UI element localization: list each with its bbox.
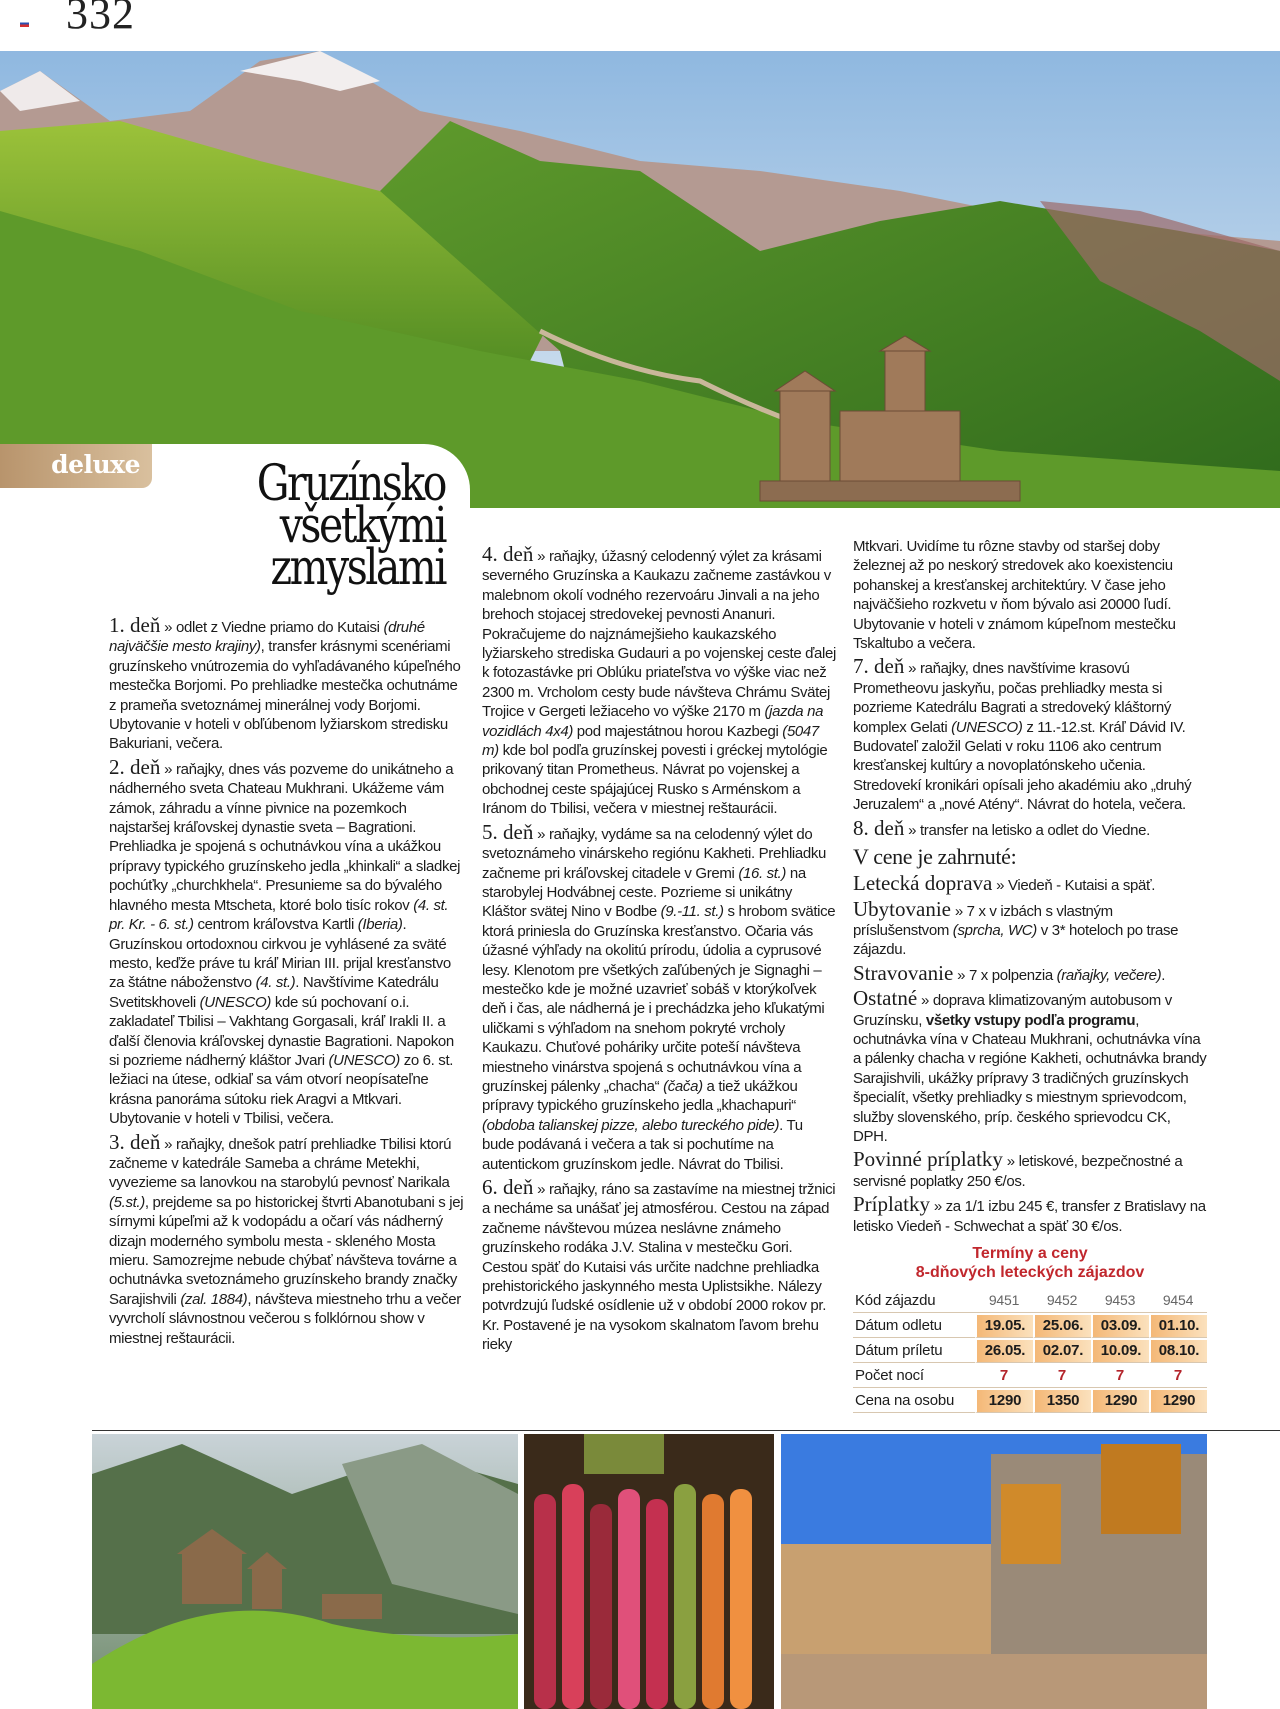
table-cell: 7 xyxy=(1149,1365,1207,1388)
arrow: » xyxy=(164,1135,173,1153)
arrow: » xyxy=(954,902,963,920)
text-segment: (16. st.) xyxy=(738,864,787,882)
day-label: 2. deň xyxy=(109,754,161,779)
photo-gergeti-church xyxy=(92,1434,518,1709)
text-segment: . Navštívime Katedrálu Svetitskhoveli xyxy=(109,974,439,1011)
text-segment: raňajky, úžasný celodenný výlet za krásami severného Gruzínska a Kaukazu začneme zastávkou v malebnom okolí vodného rezervoáru Jinvali a na jeho brehoch stojacej stredovekej pevnosti Ananuri. Pokračujeme do najznámejšieho kaukazského lyžiarskeho strediska Gudauri a po vojenskej ceste ďalej k fotozastávke pri Oblúku priateľstva vo výške viac než 2300 m. Vrcholom cesty bude návšteva Chrámu Svätej Trojice v Gergeti ležiaceho vo výške 2170 m xyxy=(482,548,836,721)
day-6 xyxy=(482,1175,836,1355)
text-segment: (raňajky, večere) xyxy=(1056,966,1162,984)
itinerary-column-1 xyxy=(109,613,465,1352)
arrow: » xyxy=(537,548,546,565)
text-segment: (4. st.) xyxy=(255,974,296,992)
included-item xyxy=(853,960,1207,985)
included-label: Príplatky xyxy=(853,1192,930,1217)
table-row xyxy=(853,1340,1207,1363)
paragraph-text xyxy=(482,1181,835,1353)
day-label: 8. deň xyxy=(853,815,905,840)
text-segment: na starobylej Hodvábnej ceste. Pozrieme si unikátny Kláštor svätej Nino v Bodbe xyxy=(482,864,806,921)
arrow: » xyxy=(933,1198,942,1216)
text-segment: pod majestátnou horou Kazbegi xyxy=(572,722,783,740)
title-line: všetkými xyxy=(279,496,445,554)
text-segment: raňajky, vydáme sa na celodenný výlet do svetoznámeho vinárskeho regiónu Kakheti. Prehliadku začneme pri kráľovskej citadele v Gremi xyxy=(482,825,827,882)
day-label: 5. deň xyxy=(482,819,534,844)
table-cell: 08.10. xyxy=(1149,1340,1207,1363)
text-segment: za 1/1 izbu 245 €, transfer z Bratislavy na letisko Viedeň - Schwechat a späť 30 €/os. xyxy=(853,1198,1206,1235)
included-item xyxy=(853,871,1207,896)
day-5 xyxy=(482,819,836,1174)
table-cell: 9452 xyxy=(1033,1290,1091,1313)
arrow: » xyxy=(164,619,173,636)
divider xyxy=(92,1430,1280,1431)
table-cell: 1290 xyxy=(1091,1390,1149,1413)
day-label: 3. deň xyxy=(109,1129,161,1154)
table-row xyxy=(853,1390,1207,1413)
deluxe-badge: deluxe xyxy=(0,444,152,488)
day-3 xyxy=(109,1129,465,1348)
prices-title xyxy=(853,1244,1207,1282)
paragraph-text xyxy=(969,967,1165,984)
table-cell: 7 xyxy=(1091,1365,1149,1388)
text-segment: (Iberia) xyxy=(357,916,403,934)
text-segment: transfer na letisko a odlet do Viedne. xyxy=(919,821,1150,839)
text-segment: , ochutnávka vína v Chateau Mukhrani, ochutnávka vína a pálenky chacha v regióne Kakheti, ochutnávka brandy Sarajishvili, ukážky prípravy 3 tradičných gruzínskych špecialít, všetky prehliadky s miestnym sprievodcom, služby slovenského, príp. českého sprievodcu CK, DPH. xyxy=(853,1011,1207,1145)
text-segment: . Gruzínskou ortodoxnou cirkvou je vyhlásené za sväté mesto, keďže práve tu kráľ Mirian III. prijal kresťanstvo za štátne náboženstvo xyxy=(109,916,451,992)
prices-title-line: 8-dňových leteckých zájazdov xyxy=(915,1264,1145,1281)
day-label: 4. deň xyxy=(482,542,534,566)
day-7 xyxy=(853,654,1207,814)
included-list xyxy=(853,871,1207,1236)
prices-table xyxy=(853,1288,1207,1415)
text-segment: doprava klimatizovaným autobusom v Gruzínsku, xyxy=(853,992,1172,1029)
text-segment: (4. st. pr. Kr. - 6. st.) xyxy=(109,896,449,934)
table-cell: 03.09. xyxy=(1091,1315,1149,1338)
row-label: Dátum príletu xyxy=(853,1340,975,1363)
day-label: 1. deň xyxy=(109,613,161,637)
paragraph-text xyxy=(853,992,1206,1145)
arrow: » xyxy=(164,760,173,778)
table-row xyxy=(853,1290,1207,1313)
text-segment: , návšteva miestneho trhu a večer vyvrcholí slávnostnou večerou s folklórnou show v miestnej reštaurácii. xyxy=(109,1290,461,1347)
text-segment: z 11.-12.st. Kráľ Dávid IV. Budovateľ založil Gelati v roku 1106 ako centrum kresťanskej kultúry a novoplatónskeho učenia. Stredovekí kronikári opísali jeho akadémiu ako „druhý Jeruzalem“ a „nové Atény“. Návrat do hotela, večera. xyxy=(853,718,1192,814)
text-segment: odlet z Viedne priamo do Kutaisi xyxy=(175,619,384,636)
paragraph-text xyxy=(920,822,1150,839)
table-cell: 9451 xyxy=(975,1290,1033,1313)
title-line: Gruzínsko xyxy=(256,454,445,512)
text-segment: (obdoba talianskej pizze, alebo tureckého pide) xyxy=(482,1116,780,1134)
itinerary-column-3 xyxy=(853,537,1207,1415)
paragraph-text xyxy=(853,538,1176,652)
arrow: » xyxy=(920,992,929,1010)
text-segment: všetky vstupy podľa programu xyxy=(925,1011,1136,1029)
included-label: Povinné príplatky xyxy=(853,1147,1003,1172)
table-cell: 26.05. xyxy=(975,1340,1033,1363)
included-label: Ubytovanie xyxy=(853,896,951,921)
text-segment: Mtkvari. Uvidíme tu rôzne stavby od staršej doby železnej až po neskorý stredovek ako koexistenciu pohanskej a kresťanskej architektúry. V čase jeho najväčšieho rozkvetu v ňom bývalo asi 20000 ľudí. Ubytovanie v hoteli v známom kúpeľnom mestečku Tskaltubo a večera. xyxy=(853,538,1176,653)
included-item xyxy=(853,896,1207,960)
row-label: Cena na osobu xyxy=(853,1390,975,1413)
photo-churchkhela-sweets xyxy=(524,1434,774,1709)
text-segment: centrom kráľovstva Kartli xyxy=(193,916,358,934)
text-segment: raňajky, dnes navštívime krasovú Prometheovu jaskyňu, počas prehliadky mesta si pozrieme Katedrálu Bagrati a stredoveký kláštorný komplex Gelati xyxy=(853,660,1172,736)
text-segment: (9.-11. st.) xyxy=(660,903,724,921)
paragraph-text xyxy=(109,619,461,752)
text-segment: (druhé najväčšie mesto krajiny) xyxy=(109,619,425,656)
text-segment: 7 x v izbách s vlastným príslušenstvom xyxy=(853,902,1113,939)
text-segment: (UNESCO) xyxy=(951,718,1023,736)
row-label: Kód zájazdu xyxy=(853,1290,975,1313)
arrow: » xyxy=(537,1181,546,1198)
arrow: » xyxy=(537,825,546,843)
table-cell: 1290 xyxy=(975,1390,1033,1413)
paragraph-text xyxy=(482,548,836,817)
photo-sheki-palace xyxy=(781,1434,1207,1709)
text-segment: . xyxy=(1161,966,1166,984)
text-segment: 7 x polpenzia xyxy=(968,966,1057,984)
text-segment: kde bol podľa gruzínskej povesti i gréckej mytológie prikovaný titan Prometheus. Návrat po vojenskej a obchodnej ceste spájajúcej Rusko s Arménskom a Iránom do Tbilisi, večera v miestnej reštaurácii. xyxy=(482,742,828,818)
text-segment: (čača) xyxy=(663,1077,703,1095)
included-label: Ostatné xyxy=(853,986,918,1011)
paragraph-text xyxy=(1008,877,1155,894)
day-label: 7. deň xyxy=(853,654,905,679)
text-segment: (jazda na vozidlách 4x4) xyxy=(482,703,824,740)
title-line: zmyslami xyxy=(270,538,445,596)
paragraph-text xyxy=(109,761,460,1127)
itinerary-column-2 xyxy=(482,542,836,1359)
text-segment: , prejdeme sa po historickej štvrti Abanotubani s jej sírnymi kúpeľmi až k vodopádu a očarí vás nádherný dizajn moderného symbolu mesta - skleného Mosta mieru. Samozrejme nebude chýbať návšteva továrne a ochutnávka svetoznámeho gruzínskeho brandy značky Sarajishvili xyxy=(109,1193,464,1308)
text-segment: letiskové, bezpečnostné a servisné poplatky 250 €/os. xyxy=(853,1153,1183,1190)
paragraph-text xyxy=(482,826,835,1173)
table-row xyxy=(853,1315,1207,1338)
table-cell: 10.09. xyxy=(1091,1340,1149,1363)
included-label: Stravovanie xyxy=(853,960,954,985)
day-8 xyxy=(853,815,1207,840)
day-label: 6. deň xyxy=(482,1175,534,1199)
arrow: » xyxy=(996,877,1005,895)
page-title xyxy=(236,454,445,596)
included-item xyxy=(853,1192,1207,1236)
arrow: » xyxy=(908,660,917,678)
text-segment: (zal. 1884) xyxy=(180,1290,248,1308)
day-6-continued xyxy=(853,537,1207,653)
prices-title-line: Termíny a ceny xyxy=(972,1245,1088,1262)
included-label: Letecká doprava xyxy=(853,871,993,896)
text-segment: raňajky, dnes vás pozveme do unikátneho a nádherného sveta Chateau Mukhrani. Ukážeme vám zámok, záhradu a vínne pivnice na pozemkoch najstaršej kráľovskej dynastie sveta – Bagrationi. Prehliadka je spojená s ochutnávkou vína a ukážkou prípravy typického gruzínskeho jedla „khinkali“ a sladkej pochúťky „churchkhela“. Presunieme sa do bývalého hlavného mesta Mtscheta, ktoré bolo tisíc rokov xyxy=(109,760,461,914)
arrow: » xyxy=(908,821,917,839)
table-cell: 25.06. xyxy=(1033,1315,1091,1338)
text-segment: , transfer krásnymi scenériami gruzínskeho vnútrozemia do vyhľadávaného kúpeľného mestečka Borjomi. Po prehliadke mestečka ochutnáme z prameňa svetoznámej minerálnej vody Borjomi. Ubytovanie v hoteli v obľúbenom lyžiarskom stredisku Bakuriani, večera. xyxy=(109,638,461,753)
paragraph-text xyxy=(109,1136,463,1347)
text-segment: (sprcha, WC) xyxy=(952,921,1037,939)
table-cell: 19.05. xyxy=(975,1315,1033,1338)
hero-photo-caucasus-mountains xyxy=(0,51,1280,512)
row-label: Počet nocí xyxy=(853,1365,975,1388)
paragraph-text xyxy=(853,660,1191,813)
page-number: 332 xyxy=(66,0,135,38)
text-segment: (5047 m) xyxy=(482,722,819,760)
text-segment: kde sú pochovaní o.i. zakladateľ Tbilisi – Vakhtang Gorgasali, kráľ Irakli II. a ďalší členovia kráľovskej dynastie Bagrationi. Napokon si pozrieme nádherný kláštor Jvari xyxy=(109,993,454,1069)
table-cell: 1290 xyxy=(1149,1390,1207,1413)
text-segment: zo 6. st. ležiaci na útese, odkiaľ sa vám otvorí neopísateľne krásna panoráma sútoku riek Aragvi a Mtkvari. Ubytovanie v hoteli v Tbilisi, večera. xyxy=(109,1051,454,1128)
table-cell: 9454 xyxy=(1149,1290,1207,1313)
table-row xyxy=(853,1365,1207,1388)
text-segment: raňajky, dnešok patrí prehliadke Tbilisi ktorú začneme v katedrále Sameba a chráme Metekhi, vyvezieme sa lanovkou na starobylú pevnosť Narikala xyxy=(109,1135,452,1192)
day-1 xyxy=(109,613,465,754)
text-segment: (UNESCO) xyxy=(199,993,271,1011)
text-segment: raňajky, ráno sa zastavíme na miestnej tržnici a necháme sa unášať jej atmosférou. Cestou na západ začneme návštevou múzea neslávne známeho gruzínskeho rodáka J.V. Stalina v mestečku Gori. Cestou späť do Kutaisi vás určite nadchne prehliadka prehistorického jaskynného mesta Uplistsikhe. Nálezy potvrdzujú ľudské osídlenie už v období 2000 rokov pr. Kr. Postavené je na vysokom skalnatom ľavom brehu rieky xyxy=(482,1181,836,1354)
flag-icon xyxy=(20,20,29,27)
row-label: Dátum odletu xyxy=(853,1315,975,1338)
included-item xyxy=(853,986,1207,1146)
table-cell: 7 xyxy=(975,1365,1033,1388)
text-segment: v 3* hoteloch po trase zájazdu. xyxy=(853,921,1179,959)
text-segment: Viedeň - Kutaisi a späť. xyxy=(1008,877,1156,895)
text-segment: (UNESCO) xyxy=(328,1051,400,1069)
table-cell: 01.10. xyxy=(1149,1315,1207,1338)
table-cell: 7 xyxy=(1033,1365,1091,1388)
table-cell: 1350 xyxy=(1033,1390,1091,1413)
arrow: » xyxy=(957,966,966,984)
table-cell: 9453 xyxy=(1091,1290,1149,1313)
text-segment: . Tu bude podávaná i večera a tak si pochutíme na autentickom gruzínskom jedle. Návrat do Tbilisi. xyxy=(482,1116,803,1173)
text-segment: s hrobom svätice ktorá priniesla do Gruzínska kresťanstvo. Očaria vás úžasné výhľady na okolitú prírodu, údolia a cyprusové lesy. Klenotom pre všetkých zaľúbených je Signaghi – mestečko kde je možné uzavrieť sobáš v ktorýkoľvek deň i čas, ale nádherná je i prechádzka jeho kľukatými uličkami s výhľadom na snehom pokryté vrcholy Kaukazu. Chuťové poháriky určite poteší návšteva miestneho vinárstva spojená s ochutnávkou vína a gruzínskej pálenky „chacha“ xyxy=(482,903,836,1095)
day-4 xyxy=(482,542,836,819)
table-cell: 02.07. xyxy=(1033,1340,1091,1363)
text-segment: (5.st.) xyxy=(109,1193,145,1211)
arrow: » xyxy=(1006,1153,1015,1171)
included-heading: V cene je zahrnuté: xyxy=(853,844,1017,870)
included-item xyxy=(853,1147,1207,1191)
day-2 xyxy=(109,754,465,1129)
text-segment: a tiež ukážkou prípravy typického gruzínskeho jedla „khachapuri“ xyxy=(482,1077,798,1115)
